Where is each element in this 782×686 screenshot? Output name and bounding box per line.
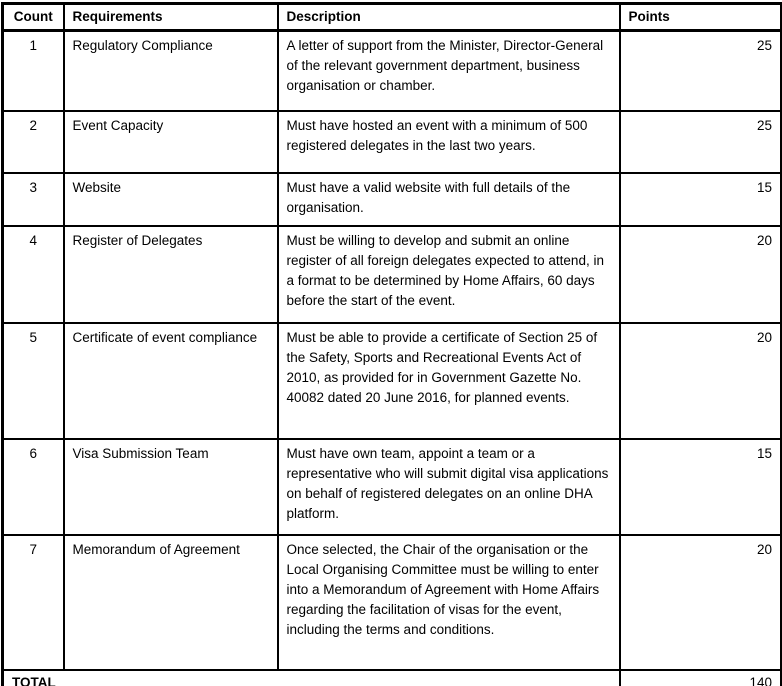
column-header-requirements: Requirements [64, 4, 278, 31]
cell-points: 15 [620, 439, 782, 535]
table-row [3, 439, 782, 535]
total-row [3, 670, 782, 686]
cell-description: Must have hosted an event with a minimum of 500 registered delegates in the last two years. [278, 111, 620, 173]
table-row [3, 226, 782, 323]
cell-count: 7 [3, 535, 64, 670]
cell-points: 20 [620, 323, 782, 439]
cell-count: 6 [3, 439, 64, 535]
table-row [3, 31, 782, 112]
cell-points: 25 [620, 31, 782, 112]
total-label-cell: TOTAL [3, 670, 620, 686]
cell-count: 3 [3, 173, 64, 226]
table-row [3, 535, 782, 670]
column-header-description: Description [278, 4, 620, 31]
cell-description: Once selected, the Chair of the organisation or the Local Organising Committee must be willing to enter into a Memorandum of Agreement with Home Affairs regarding the facilitation of visas for the event, including the terms and conditions. [278, 535, 620, 670]
cell-count: 1 [3, 31, 64, 112]
cell-points: 20 [620, 535, 782, 670]
table-row [3, 173, 782, 226]
cell-requirement: Regulatory Compliance [64, 31, 278, 112]
cell-description: Must be able to provide a certificate of Section 25 of the Safety, Sports and Recreational Events Act of 2010, as provided for in Government Gazette No. 40082 dated 20 June 2016, for planned events. [278, 323, 620, 439]
cell-description: Must be willing to develop and submit an online register of all foreign delegates expected to attend, in a format to be determined by Home Affairs, 60 days before the start of the event. [278, 226, 620, 323]
column-header-points: Points [620, 4, 782, 31]
cell-count: 5 [3, 323, 64, 439]
column-header-count: Count [3, 4, 64, 31]
cell-description: Must have own team, appoint a team or a representative who will submit digital visa applications on behalf of registered delegates on an online DHA platform. [278, 439, 620, 535]
cell-points: 20 [620, 226, 782, 323]
requirements-points-table [1, 2, 782, 686]
cell-requirement: Visa Submission Team [64, 439, 278, 535]
cell-points: 15 [620, 173, 782, 226]
cell-requirement: Certificate of event compliance [64, 323, 278, 439]
cell-description: A letter of support from the Minister, Director-General of the relevant government department, business organisation or chamber. [278, 31, 620, 112]
table-row [3, 323, 782, 439]
table-header-row [3, 4, 782, 31]
cell-requirement: Register of Delegates [64, 226, 278, 323]
cell-requirement: Website [64, 173, 278, 226]
cell-description: Must have a valid website with full details of the organisation. [278, 173, 620, 226]
cell-requirement: Event Capacity [64, 111, 278, 173]
cell-requirement: Memorandum of Agreement [64, 535, 278, 670]
total-points-cell: 140 [620, 670, 782, 686]
cell-count: 2 [3, 111, 64, 173]
cell-points: 25 [620, 111, 782, 173]
table-row [3, 111, 782, 173]
cell-count: 4 [3, 226, 64, 323]
